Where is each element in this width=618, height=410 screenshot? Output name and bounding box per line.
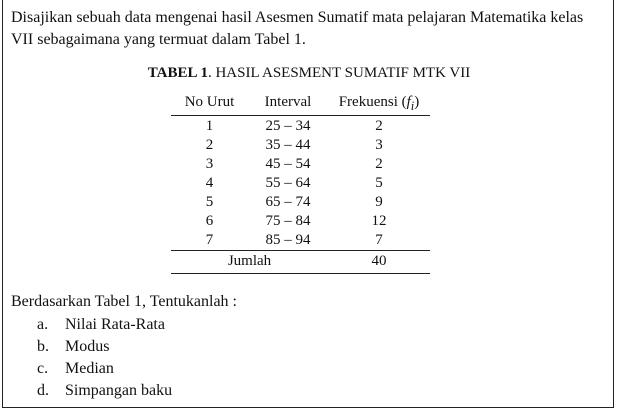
cell-no: 4	[205, 175, 214, 191]
cell-interval: 25 – 34	[265, 118, 311, 134]
header-interval: Interval	[264, 94, 312, 110]
item-letter: a.	[37, 316, 49, 333]
intro-line-2: VII sebagaimana yang termuat dalam Tabel 1.	[11, 31, 306, 48]
total-label: Jumlah	[227, 253, 272, 269]
cell-frekuensi: 9	[375, 194, 383, 210]
cell-interval: 85 – 94	[265, 232, 311, 248]
intro-paragraph	[11, 7, 609, 51]
item-text: Median	[65, 360, 114, 377]
table-body	[171, 116, 430, 251]
header-frekuensi-symbol: f	[406, 94, 411, 110]
header-frekuensi-close: )	[414, 94, 420, 110]
item-text: Nilai Rata-Rata	[65, 316, 165, 333]
list-item	[37, 314, 172, 336]
cell-no: 5	[205, 194, 214, 210]
cell-frekuensi: 5	[375, 175, 383, 191]
cell-frekuensi: 3	[375, 137, 383, 153]
question-items	[37, 314, 172, 402]
item-letter: d.	[37, 382, 49, 399]
table-title-number: TABEL 1	[147, 65, 208, 81]
cell-interval: 45 – 54	[265, 156, 311, 172]
list-item	[37, 358, 172, 380]
table-header-row	[171, 91, 430, 116]
cell-interval: 65 – 74	[265, 194, 311, 210]
table-row	[171, 174, 430, 193]
cell-no: 7	[205, 232, 214, 248]
cell-interval: 55 – 64	[265, 175, 311, 191]
table-row	[171, 117, 430, 136]
cell-no: 3	[205, 156, 214, 172]
cell-no: 1	[205, 118, 214, 134]
total-value: 40	[371, 253, 387, 269]
header-frekuensi	[328, 91, 430, 115]
table-title	[0, 64, 618, 82]
cell-frekuensi: 7	[375, 232, 383, 248]
table-row	[171, 212, 430, 231]
table-row	[171, 136, 430, 155]
header-frekuensi-subscript: i	[410, 99, 415, 113]
header-frekuensi-label: Frekuensi (	[338, 94, 407, 110]
table-row	[171, 155, 430, 174]
item-text: Modus	[65, 338, 110, 355]
table-row	[171, 231, 430, 250]
intro-line-1: Disajikan sebuah data mengenai hasil Asesmen Sumatif mata pelajaran Matematika kelas	[11, 9, 584, 26]
cell-interval: 35 – 44	[265, 137, 311, 153]
cell-frekuensi: 2	[375, 156, 383, 172]
table-title-text: . HASIL ASESMENT SUMATIF MTK VII	[207, 65, 471, 81]
cell-no: 6	[205, 213, 214, 229]
cell-no: 2	[205, 137, 214, 153]
item-letter: b.	[37, 338, 49, 355]
list-item	[37, 336, 172, 358]
item-letter: c.	[37, 360, 49, 377]
cell-frekuensi: 12	[371, 213, 387, 229]
item-text: Simpangan baku	[65, 382, 173, 399]
list-item	[37, 380, 172, 402]
question-prompt: Berdasarkan Tabel 1, Tentukanlah :	[11, 293, 237, 310]
table-total-row	[171, 251, 430, 274]
cell-interval: 75 – 84	[265, 213, 311, 229]
frequency-table	[171, 91, 430, 274]
table-row	[171, 193, 430, 212]
cell-frekuensi: 2	[375, 118, 383, 134]
header-no-urut: No Urut	[184, 94, 235, 110]
